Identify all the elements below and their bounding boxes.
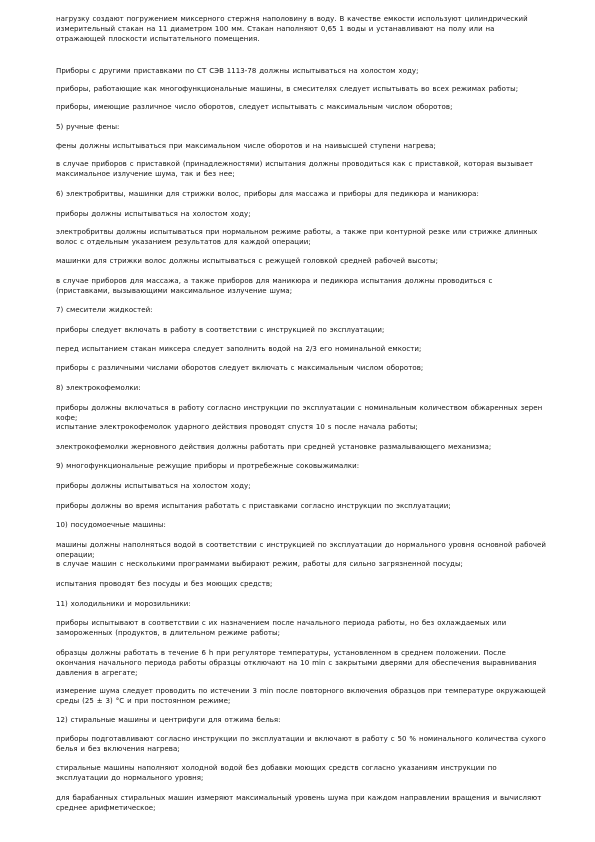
section-heading: 11) холодильники и морозильники: [56,600,191,608]
paragraph: измерение шума следует проводить по истечении 3 min после повторного включения образцов при температуре окружающей среды (25 ± 3) °С и при постоянном режиме; [56,687,546,705]
paragraph: приборы, имеющие различное число оборотов, следует испытывать с максимальным числом оборотов; [56,103,453,111]
paragraph: перед испытанием стакан миксера следует заполнить водой на 2/3 его номинальной емкости; [56,345,422,353]
section-heading: 12) стиральные машины и центрифуги для отжима белья: [56,716,281,724]
paragraph: приборы должны испытываться на холостом ходу; [56,482,251,490]
paragraph: в случае приборов с приставкой (принадлежностями) испытания должны проводиться как с приставкой, которая вызывает максимальное излучение шума, так и без нее; [56,160,534,178]
paragraph: в случае машин с несколькими программами выбирают режим, работы для сильно загрязненной посуды; [56,560,463,568]
paragraph: приборы следует включать в работу в соответствии с инструкцией по эксплуатации; [56,326,385,334]
section-heading: 10) посудомоечные машины: [56,521,166,529]
paragraph: приборы должны во время испытания работать с приставками согласно инструкции по эксплуатации; [56,502,451,510]
paragraph: для барабанных стиральных машин измеряют максимальный уровень шума при каждом направлении вращения и вычисляют среднее арифметическое; [56,794,542,812]
section-heading: 5) ручные фены: [56,123,120,131]
paragraph: машинки для стрижки волос должны испытываться с режущей головкой средней рабочей высоты; [56,257,439,265]
paragraph: приборы должны испытываться на холостом ходу; [56,210,251,218]
paragraph: нагрузку создают погружением миксерного стержня наполовину в воду. В качестве емкости используют цилиндрический измерительный стакан на 11 диаметром 100 мм. Стакан наполняют 0,65 1 воды и устанавливают на полу или на отражающей плоскости испытательного помещения. [56,15,528,43]
paragraph: в случае приборов для массажа, а также приборов для маникюра и педикюра испытания должны проводиться с (приставками, вызывающими максимальное излучение шума; [56,277,493,295]
paragraph: приборы должны включаться в работу согласно инструкции по эксплуатации с номинальным количеством обжаренных зерен кофе; [56,404,543,422]
paragraph: испытания проводят без посуды и без моющих средств; [56,580,273,588]
paragraph: приборы с различными числами оборотов следует включать с максимальным числом оборотов; [56,364,424,372]
paragraph: приборы, работающие как многофункциональные машины, в смесителях следует испытывать во всех режимах работы; [56,85,519,93]
paragraph: фены должны испытываться при максимальном числе оборотов и на наивысшей ступени нагрева; [56,142,436,150]
section-heading: 9) многофункциональные режущие приборы и протребежные соковыжималки: [56,462,360,470]
paragraph: стиральные машины наполняют холодной водой без добавки моющих средств согласно указаниям инструкции по эксплуатации до нормального уровня; [56,764,497,782]
paragraph: приборы испытывают в соответствии с их назначением после начального периода работы, но без охлаждаемых или замороженных (продуктов, в длительном режиме работы; [56,619,507,637]
section-heading: 7) смесители жидкостей: [56,306,153,314]
section-heading: 8) электрокофемолки: [56,384,141,392]
paragraph: приборы подготавливают согласно инструкции по эксплуатации и включают в работу с 50 % номинального количества сухого белья и без включения нагрева; [56,735,546,753]
paragraph: испытание электрокофемолок ударного действия проводят спустя 10 s после начала работы; [56,423,418,431]
paragraph: электробритвы должны испытываться при нормальном режиме работы, а также при контурной резке или стрижке длинных волос с отдельным указанием результатов для каждой операции; [56,228,538,246]
section-heading: 6) электробритвы, машинки для стрижки волос, приборы для массажа и приборы для педикюра и маникюра: [56,190,479,198]
paragraph: Приборы с другими приставками по СТ СЭВ 1113-78 должны испытываться на холостом ходу; [56,67,419,75]
paragraph: электрокофемолки жерновного действия должны работать при средней установке размалывающего механизма; [56,443,492,451]
paragraph: образцы должны работать в течение 6 h при регуляторе температуры, установленном в среднем положении. После окончания начального периода работы образцы отключают на 10 min с закрытыми дверями для обеспечения выравнивания давления в агрегате; [56,649,537,677]
paragraph: машины должны наполняться водой в соответствии с инструкцией по эксплуатации до нормального уровня основной рабочей операции; [56,541,546,559]
